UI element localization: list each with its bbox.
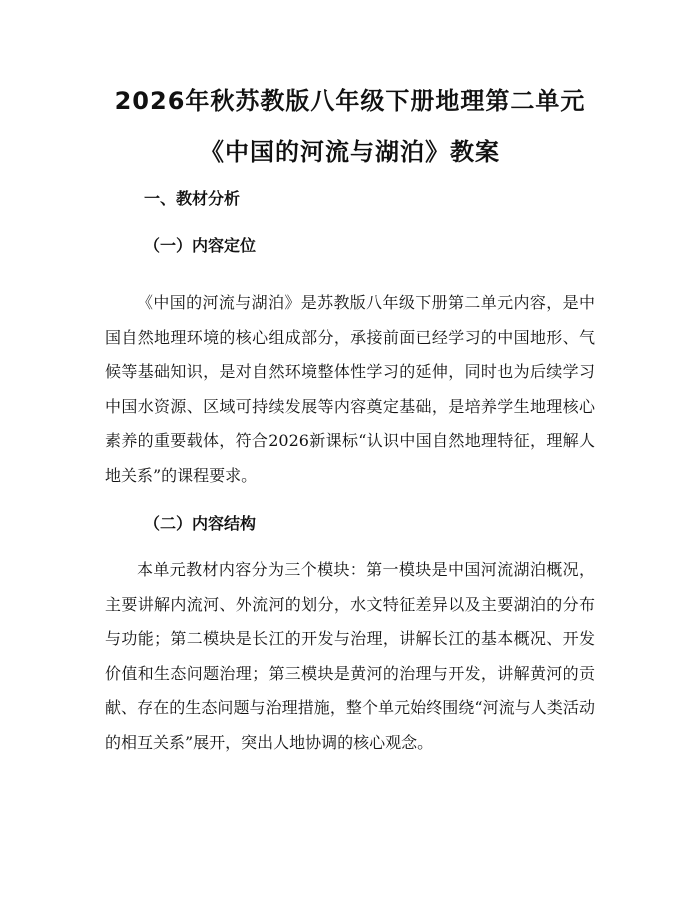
document-title-line-1: 2026年秋苏教版八年级下册地理第二单元	[114, 87, 586, 115]
subsection-heading-content-positioning: （一）内容定位	[144, 236, 257, 255]
document-title-line-2: 《中国的河流与湖泊》教案	[200, 138, 500, 166]
paragraph-content-positioning: 《中国的河流与湖泊》是苏教版八年级下册第二单元内容，是中国自然地理环境的核心组成部分，承接前面已经学习的中国地形、气候等基础知识，是对自然环境整体性学习的延伸，同时也为后续学习中国水资源、区域可持续发展等内容奠定基础，是培养学生地理核心素养的重要载体，符合2026新课标“认识中国自然地理特征，理解人地关系”的课程要求。	[105, 293, 595, 485]
paragraph-content-structure: 本单元教材内容分为三个模块：第一模块是中国河流湖泊概况，主要讲解内流河、外流河的划分，水文特征差异以及主要湖泊的分布与功能；第二模块是长江的开发与治理，讲解长江的基本概况、开发价值和生态问题治理；第三模块是黄河的治理与开发，讲解黄河的贡献、存在的生态问题与治理措施，整个单元始终围绕“河流与人类活动的相互关系”展开，突出人地协调的核心观念。	[105, 560, 595, 752]
section-heading-textbook-analysis: 一、教材分析	[144, 189, 241, 208]
subsection-heading-content-structure: （二）内容结构	[144, 514, 257, 533]
